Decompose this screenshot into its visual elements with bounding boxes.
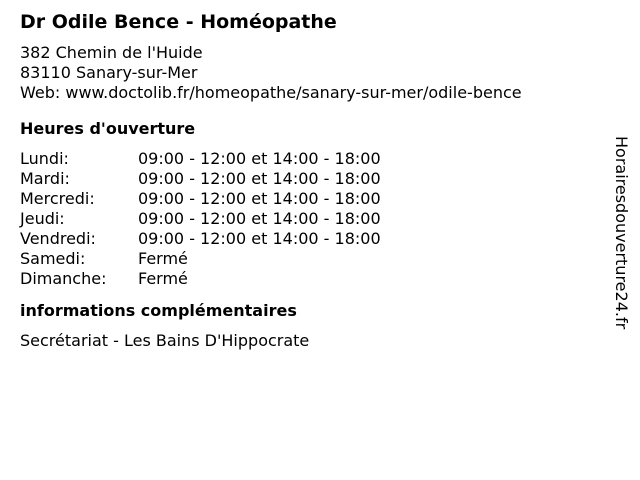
hours-row-dimanche <box>20 269 610 289</box>
listing-card <box>20 10 610 351</box>
day-label: Dimanche: <box>20 269 107 288</box>
hours-row-mardi <box>20 169 610 189</box>
brand-watermark: Horairesdouverture24.fr <box>612 136 631 330</box>
day-label: Jeudi: <box>20 209 65 228</box>
time-value: 09:00 - 12:00 et 14:00 - 18:00 <box>138 229 381 248</box>
hours-row-jeudi <box>20 209 610 229</box>
page-title: Dr Odile Bence - Homéopathe <box>20 11 337 33</box>
time-value: Fermé <box>138 269 188 288</box>
hours-table <box>20 149 610 289</box>
time-value: 09:00 - 12:00 et 14:00 - 18:00 <box>138 189 381 208</box>
day-label: Mercredi: <box>20 189 95 208</box>
time-value: Fermé <box>138 249 188 268</box>
day-label: Vendredi: <box>20 229 96 248</box>
time-value: 09:00 - 12:00 et 14:00 - 18:00 <box>138 209 381 228</box>
time-value: 09:00 - 12:00 et 14:00 - 18:00 <box>138 149 381 168</box>
day-label: Lundi: <box>20 149 69 168</box>
info-text: Secrétariat - Les Bains D'Hippocrate <box>20 331 310 350</box>
day-label: Samedi: <box>20 249 86 268</box>
time-value: 09:00 - 12:00 et 14:00 - 18:00 <box>138 169 381 188</box>
day-label: Mardi: <box>20 169 70 188</box>
address-block <box>20 43 610 103</box>
hours-row-vendredi <box>20 229 610 249</box>
hours-row-mercredi <box>20 189 610 209</box>
address-web: Web: www.doctolib.fr/homeopathe/sanary-sur-mer/odile-bence <box>20 83 522 102</box>
address-street: 382 Chemin de l'Huide <box>20 43 203 62</box>
hours-row-samedi <box>20 249 610 269</box>
info-heading: informations complémentaires <box>20 301 297 320</box>
hours-row-lundi <box>20 149 610 169</box>
hours-heading: Heures d'ouverture <box>20 119 196 138</box>
address-city: 83110 Sanary-sur-Mer <box>20 63 198 82</box>
